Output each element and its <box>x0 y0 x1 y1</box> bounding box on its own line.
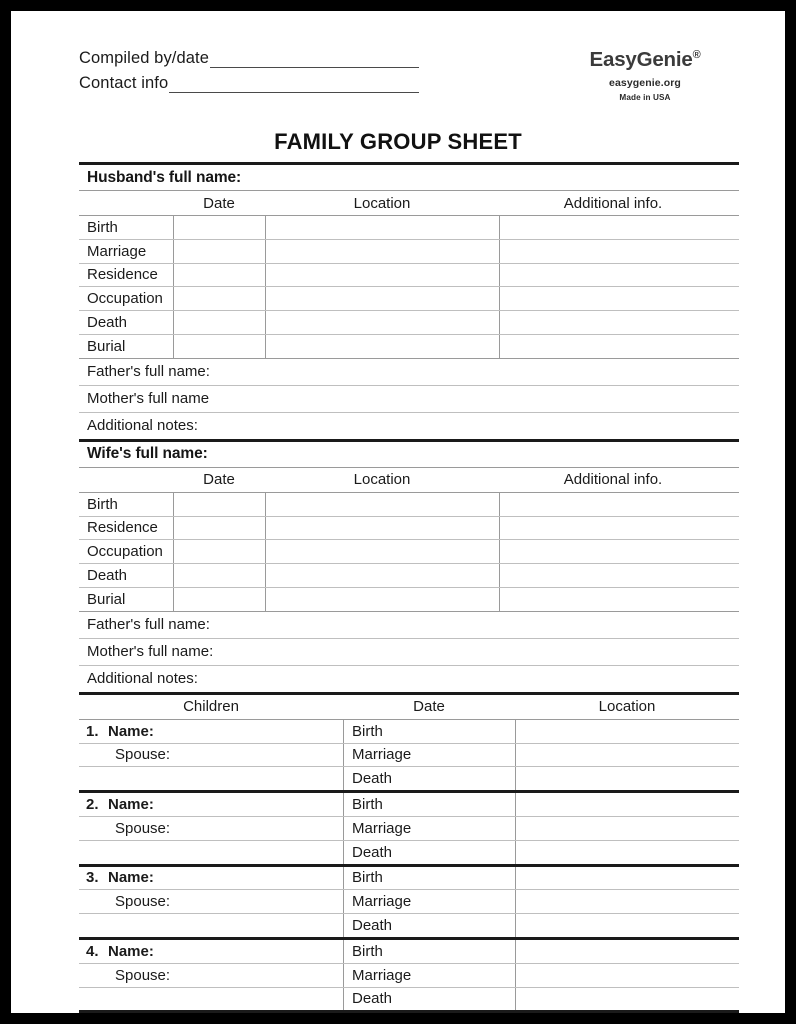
child-spouse-cell[interactable] <box>79 744 343 767</box>
child-number: 3. <box>86 869 99 887</box>
child-name-cell[interactable] <box>79 940 343 963</box>
husband-row-label: Marriage <box>87 242 147 260</box>
child-death-label: Death <box>343 841 515 864</box>
compiled-by-label: Compiled by/date <box>79 49 210 67</box>
child-name-cell[interactable] <box>79 720 343 743</box>
children-column-headers <box>79 695 739 719</box>
wife-death-additional-cell[interactable] <box>499 564 727 587</box>
table-row[interactable] <box>79 493 739 516</box>
child-birth-label: Birth <box>343 940 515 963</box>
wife-row-label: Occupation <box>87 543 163 561</box>
table-row[interactable] <box>79 517 739 540</box>
form-page <box>11 11 785 1013</box>
husband-birth-location-cell[interactable] <box>265 216 499 239</box>
brand-website: easygenie.org <box>609 76 681 89</box>
wife-colhead-date-text: Date <box>203 471 235 489</box>
child-marriage-location-cell[interactable] <box>515 744 739 767</box>
child-name-row[interactable] <box>79 720 739 743</box>
child-spouse-row[interactable] <box>79 964 739 987</box>
child-spouse-row[interactable] <box>79 817 739 840</box>
page-title: FAMILY GROUP SHEET <box>274 129 522 154</box>
child-spouse-row[interactable] <box>79 744 739 767</box>
child-name-row[interactable] <box>79 940 739 963</box>
compiled-fields <box>79 49 419 99</box>
child-extra-cell[interactable] <box>79 988 343 1011</box>
husband-burial-additional-cell[interactable] <box>499 335 727 358</box>
child-birth-label: Birth <box>343 867 515 890</box>
husband-occupation-additional-cell[interactable] <box>499 287 727 310</box>
husband-burial-location-cell[interactable] <box>265 335 499 358</box>
wife-residence-location-cell[interactable] <box>265 517 499 540</box>
husband-occupation-date-cell[interactable] <box>173 287 265 310</box>
child-name-label: Name: <box>108 942 154 960</box>
child-death-row[interactable] <box>79 988 739 1011</box>
child-marriage-label: Marriage <box>343 890 515 913</box>
husband-occupation-location-cell[interactable] <box>265 287 499 310</box>
wife-occupation-location-cell[interactable] <box>265 540 499 563</box>
child-number: 2. <box>86 796 99 814</box>
child-birth-label: Birth <box>343 720 515 743</box>
compiled-by-field[interactable] <box>79 49 419 68</box>
wife-residence-additional-cell[interactable] <box>499 517 727 540</box>
wife-row-label: Burial <box>87 590 126 608</box>
wife-colhead-date <box>173 471 265 488</box>
husband-row-label: Residence <box>87 266 158 284</box>
child-death-label: Death <box>343 914 515 937</box>
child-marriage-location-cell[interactable] <box>515 890 739 913</box>
wife-mother-field[interactable]: Mother's full name: <box>87 643 214 661</box>
child-death-location-cell[interactable] <box>515 767 739 790</box>
child-name-cell[interactable] <box>79 793 343 816</box>
child-death-row[interactable] <box>79 841 739 864</box>
wife-colhead-location-text: Location <box>353 471 411 489</box>
child-spouse-label: Spouse: <box>115 746 171 764</box>
husband-marriage-additional-cell[interactable] <box>499 240 727 263</box>
table-row[interactable] <box>79 540 739 563</box>
child-death-row[interactable] <box>79 914 739 937</box>
made-in-usa-label: Made in USA <box>619 92 671 102</box>
child-death-label: Death <box>343 767 515 790</box>
table-row[interactable] <box>79 588 739 611</box>
husband-death-date-cell[interactable] <box>173 311 265 334</box>
husband-death-additional-cell[interactable] <box>499 311 727 334</box>
wife-residence-date-cell[interactable] <box>173 517 265 540</box>
child-extra-cell[interactable] <box>79 841 343 864</box>
child-spouse-cell[interactable] <box>79 817 343 840</box>
child-name-row[interactable] <box>79 793 739 816</box>
child-spouse-cell[interactable] <box>79 964 343 987</box>
table-row[interactable] <box>79 240 739 263</box>
child-death-location-cell[interactable] <box>515 914 739 937</box>
brand-name <box>550 49 740 72</box>
husband-column-headers <box>79 191 739 215</box>
wife-father-field[interactable]: Father's full name: <box>87 616 210 634</box>
husband-colhead-location <box>265 195 499 212</box>
child-name-label: Name: <box>108 796 154 814</box>
husband-row-label: Death <box>87 314 128 332</box>
table-row[interactable] <box>79 335 739 358</box>
wife-row-label: Death <box>87 567 128 585</box>
husband-birth-additional-cell[interactable] <box>499 216 727 239</box>
child-death-label: Death <box>343 988 515 1011</box>
child-marriage-label: Marriage <box>343 964 515 987</box>
contact-info-label: Contact info <box>79 74 169 92</box>
compiled-by-writeline[interactable] <box>210 55 419 68</box>
wife-birth-additional-cell[interactable] <box>499 493 727 516</box>
wife-column-headers <box>79 468 739 492</box>
wife-death-location-cell[interactable] <box>265 564 499 587</box>
child-spouse-row[interactable] <box>79 890 739 913</box>
husband-row-label: Burial <box>87 337 126 355</box>
wife-burial-location-cell[interactable] <box>265 588 499 611</box>
child-death-row[interactable] <box>79 767 739 790</box>
table-row[interactable] <box>79 564 739 587</box>
husband-marriage-location-cell[interactable] <box>265 240 499 263</box>
husband-row-label: Birth <box>87 218 118 236</box>
husband-residence-location-cell[interactable] <box>265 264 499 287</box>
child-birth-location-cell[interactable] <box>515 793 739 816</box>
children-section-bottom-rule <box>79 1010 739 1013</box>
child-name-label: Name: <box>108 722 154 740</box>
husband-colhead-location-text: Location <box>353 194 411 212</box>
wife-row-label: Residence <box>87 519 158 537</box>
child-name-row[interactable] <box>79 867 739 890</box>
easygenie-logo <box>550 49 740 102</box>
table-row[interactable] <box>79 216 739 239</box>
wife-notes-field[interactable]: Additional notes: <box>87 670 198 688</box>
child-spouse-cell[interactable] <box>79 890 343 913</box>
child-marriage-location-cell[interactable] <box>515 964 739 987</box>
child-number: 4. <box>86 942 99 960</box>
child-number: 1. <box>86 722 99 740</box>
child-spouse-label: Spouse: <box>115 893 171 911</box>
wife-birth-date-cell[interactable] <box>173 493 265 516</box>
child-name-label: Name: <box>108 869 154 887</box>
wife-row-label: Birth <box>87 495 118 513</box>
child-spouse-label: Spouse: <box>115 819 171 837</box>
wife-section-heading: Wife's full name: <box>87 445 208 463</box>
table-row[interactable] <box>79 264 739 287</box>
husband-colhead-additional <box>499 195 727 212</box>
page-header <box>11 11 785 121</box>
husband-residence-additional-cell[interactable] <box>499 264 727 287</box>
child-spouse-label: Spouse: <box>115 966 171 984</box>
children-colhead-location: Location <box>598 698 656 716</box>
wife-colhead-location <box>265 471 499 488</box>
child-name-cell[interactable] <box>79 867 343 890</box>
child-birth-location-cell[interactable] <box>515 940 739 963</box>
husband-death-location-cell[interactable] <box>265 311 499 334</box>
children-colhead-children: Children <box>183 698 239 716</box>
husband-marriage-date-cell[interactable] <box>173 240 265 263</box>
husband-colhead-date-text: Date <box>203 194 235 212</box>
husband-mother-field[interactable]: Mother's full name <box>87 390 210 408</box>
contact-info-field[interactable] <box>79 74 419 93</box>
wife-burial-additional-cell[interactable] <box>499 588 727 611</box>
table-row[interactable] <box>79 311 739 334</box>
child-extra-cell[interactable] <box>79 914 343 937</box>
husband-colhead-additional-text: Additional info. <box>563 194 663 212</box>
contact-info-writeline[interactable] <box>169 80 419 93</box>
husband-section-heading: Husband's full name: <box>87 168 242 186</box>
wife-colhead-additional <box>499 471 727 488</box>
child-death-location-cell[interactable] <box>515 988 739 1011</box>
form-body <box>79 162 739 1013</box>
child-marriage-label: Marriage <box>343 744 515 767</box>
wife-occupation-additional-cell[interactable] <box>499 540 727 563</box>
brand-name-text: EasyGenie <box>589 48 693 71</box>
husband-notes-field[interactable]: Additional notes: <box>87 417 198 435</box>
husband-burial-date-cell[interactable] <box>173 335 265 358</box>
husband-father-field[interactable]: Father's full name: <box>87 363 210 381</box>
child-marriage-location-cell[interactable] <box>515 817 739 840</box>
child-birth-location-cell[interactable] <box>515 720 739 743</box>
table-row[interactable] <box>79 287 739 310</box>
husband-residence-date-cell[interactable] <box>173 264 265 287</box>
child-death-location-cell[interactable] <box>515 841 739 864</box>
husband-row-label: Occupation <box>87 290 163 308</box>
registered-trademark-icon: ® <box>692 49 701 62</box>
wife-occupation-date-cell[interactable] <box>173 540 265 563</box>
wife-death-date-cell[interactable] <box>173 564 265 587</box>
wife-colhead-additional-text: Additional info. <box>563 471 663 489</box>
child-birth-label: Birth <box>343 793 515 816</box>
child-marriage-label: Marriage <box>343 817 515 840</box>
wife-birth-location-cell[interactable] <box>265 493 499 516</box>
child-birth-location-cell[interactable] <box>515 867 739 890</box>
wife-burial-date-cell[interactable] <box>173 588 265 611</box>
child-extra-cell[interactable] <box>79 767 343 790</box>
husband-colhead-date <box>173 195 265 212</box>
husband-birth-date-cell[interactable] <box>173 216 265 239</box>
children-colhead-date: Date <box>413 698 445 716</box>
